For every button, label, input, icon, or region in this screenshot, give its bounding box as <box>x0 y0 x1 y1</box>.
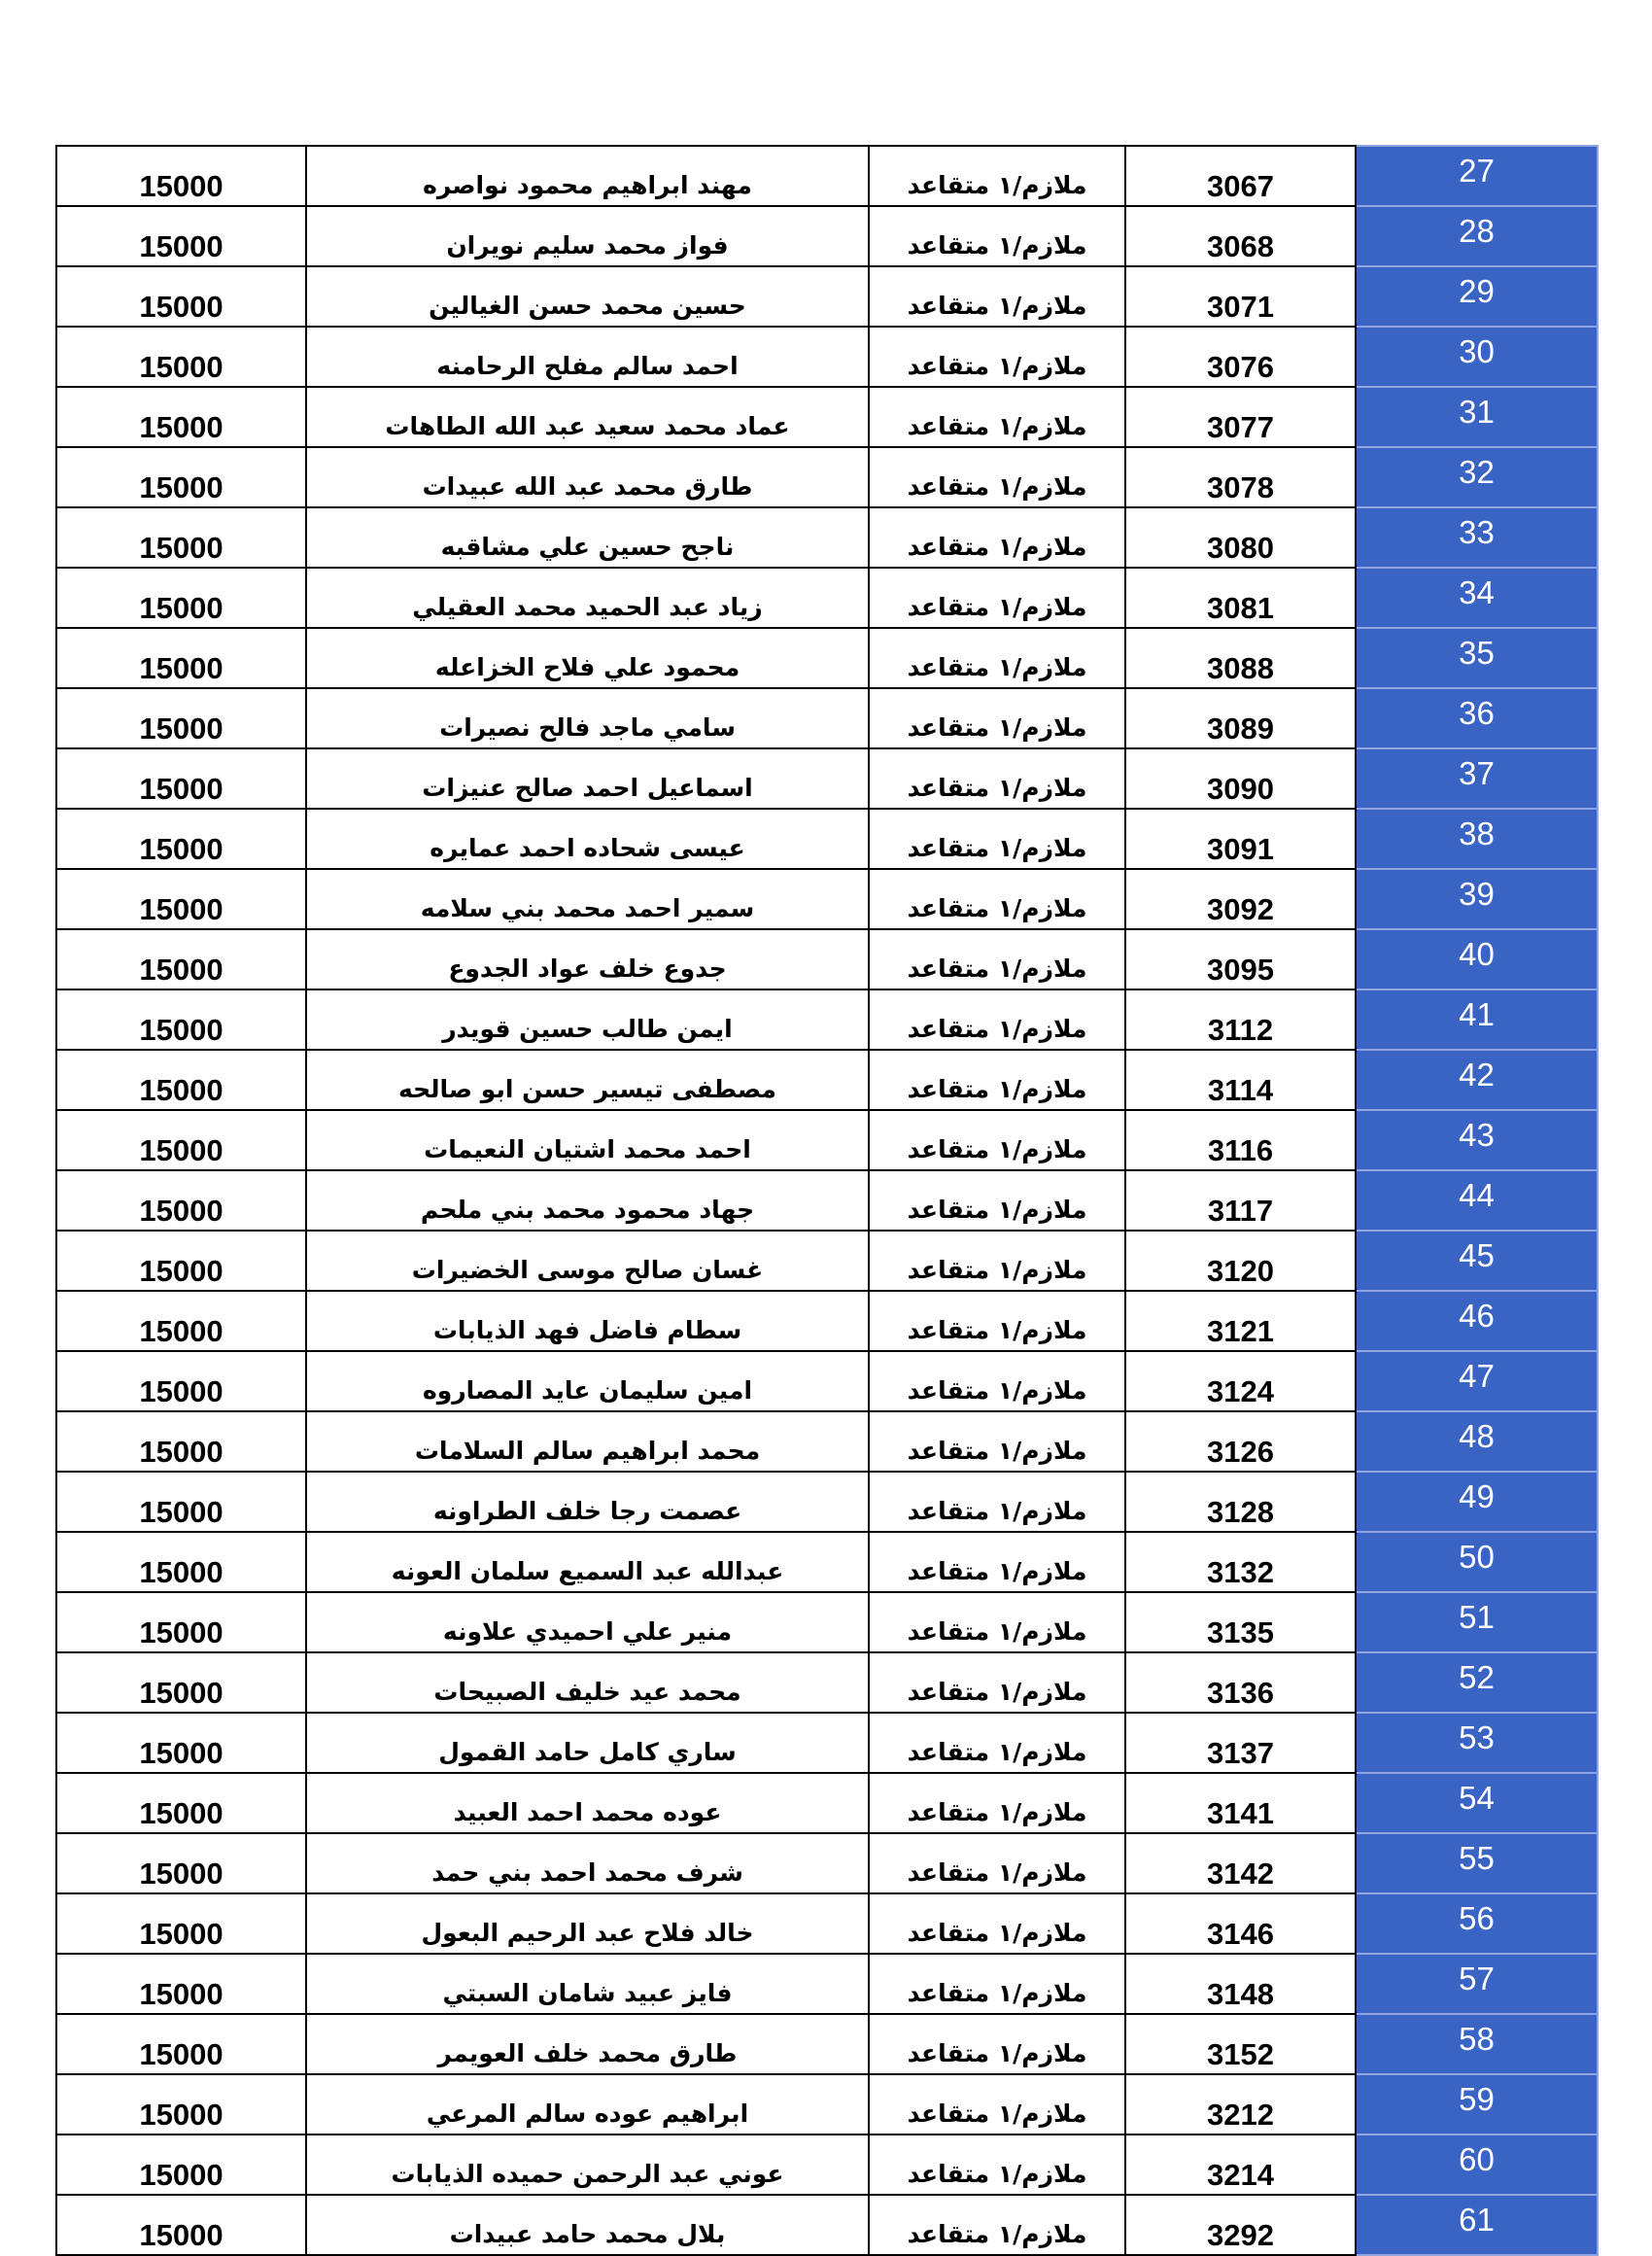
table-row <box>56 206 1598 266</box>
serial-number-cell: 46 <box>1356 1291 1598 1351</box>
amount-cell: 15000 <box>56 1170 306 1231</box>
rank-cell: ملازم/١ متقاعد <box>869 1110 1125 1170</box>
amount-cell: 15000 <box>56 2014 306 2074</box>
amount-cell: 15000 <box>56 1110 306 1170</box>
name-cell: ابراهيم عوده سالم المرعي <box>306 2074 869 2135</box>
id-number-cell: 3152 <box>1125 2014 1356 2074</box>
id-number-cell: 3142 <box>1125 1833 1356 1893</box>
amount-cell: 15000 <box>56 628 306 688</box>
id-number-cell: 3090 <box>1125 748 1356 809</box>
id-number-cell: 3091 <box>1125 809 1356 869</box>
name-cell: بلال محمد حامد عبيدات <box>306 2195 869 2255</box>
id-number-cell: 3148 <box>1125 1954 1356 2014</box>
serial-number-cell: 31 <box>1356 387 1598 447</box>
rank-cell: ملازم/١ متقاعد <box>869 2195 1125 2255</box>
table-row <box>56 2135 1598 2195</box>
table-row <box>56 628 1598 688</box>
name-cell: ساري كامل حامد القمول <box>306 1713 869 1773</box>
rank-cell: ملازم/١ متقاعد <box>869 2135 1125 2195</box>
serial-number-cell: 55 <box>1356 1833 1598 1893</box>
rank-cell: ملازم/١ متقاعد <box>869 327 1125 387</box>
serial-number-cell: 52 <box>1356 1652 1598 1713</box>
amount-cell: 15000 <box>56 1411 306 1472</box>
serial-number-cell: 36 <box>1356 688 1598 748</box>
table-row <box>56 989 1598 1050</box>
name-cell: عيسى شحاده احمد عمايره <box>306 809 869 869</box>
serial-number-cell: 56 <box>1356 1893 1598 1954</box>
rank-cell: ملازم/١ متقاعد <box>869 1231 1125 1291</box>
rank-cell: ملازم/١ متقاعد <box>869 387 1125 447</box>
rank-cell: ملازم/١ متقاعد <box>869 809 1125 869</box>
table-row <box>56 507 1598 568</box>
rank-cell: ملازم/١ متقاعد <box>869 447 1125 507</box>
name-cell: جدوع خلف عواد الجدوع <box>306 929 869 989</box>
id-number-cell: 3212 <box>1125 2074 1356 2135</box>
table-row <box>56 1954 1598 2014</box>
name-cell: مصطفى تيسير حسن ابو صالحه <box>306 1050 869 1110</box>
id-number-cell: 3067 <box>1125 146 1356 206</box>
id-number-cell: 3095 <box>1125 929 1356 989</box>
table-row <box>56 1532 1598 1592</box>
name-cell: فايز عبيد شامان السبتي <box>306 1954 869 2014</box>
amount-cell: 15000 <box>56 146 306 206</box>
id-number-cell: 3081 <box>1125 568 1356 628</box>
name-cell: محمد عيد خليف الصبيحات <box>306 1652 869 1713</box>
table-row <box>56 568 1598 628</box>
id-number-cell: 3071 <box>1125 266 1356 327</box>
name-cell: محمد ابراهيم سالم السلامات <box>306 1411 869 1472</box>
name-cell: سطام فاضل فهد الذيابات <box>306 1291 869 1351</box>
amount-cell: 15000 <box>56 1291 306 1351</box>
id-number-cell: 3121 <box>1125 1291 1356 1351</box>
amount-cell: 15000 <box>56 2135 306 2195</box>
amount-cell: 15000 <box>56 206 306 266</box>
amount-cell: 15000 <box>56 1773 306 1833</box>
id-number-cell: 3135 <box>1125 1592 1356 1652</box>
id-number-cell: 3292 <box>1125 2195 1356 2255</box>
serial-number-cell: 48 <box>1356 1411 1598 1472</box>
rank-cell: ملازم/١ متقاعد <box>869 2074 1125 2135</box>
serial-number-cell: 61 <box>1356 2195 1598 2255</box>
name-cell: احمد سالم مفلح الرحامنه <box>306 327 869 387</box>
table-row <box>56 688 1598 748</box>
id-number-cell: 3132 <box>1125 1532 1356 1592</box>
table-row <box>56 1110 1598 1170</box>
serial-number-cell: 58 <box>1356 2014 1598 2074</box>
table-row <box>56 1050 1598 1110</box>
name-cell: احمد محمد اشتيان النعيمات <box>306 1110 869 1170</box>
table-row <box>56 266 1598 327</box>
serial-number-cell: 41 <box>1356 989 1598 1050</box>
id-number-cell: 3124 <box>1125 1351 1356 1411</box>
name-cell: سمير احمد محمد بني سلامه <box>306 869 869 929</box>
serial-number-cell: 43 <box>1356 1110 1598 1170</box>
rank-cell: ملازم/١ متقاعد <box>869 1713 1125 1773</box>
serial-number-cell: 33 <box>1356 507 1598 568</box>
serial-number-cell: 35 <box>1356 628 1598 688</box>
table-row <box>56 748 1598 809</box>
rank-cell: ملازم/١ متقاعد <box>869 869 1125 929</box>
serial-number-cell: 53 <box>1356 1713 1598 1773</box>
serial-number-cell: 44 <box>1356 1170 1598 1231</box>
serial-number-cell: 30 <box>1356 327 1598 387</box>
serial-number-cell: 38 <box>1356 809 1598 869</box>
amount-cell: 15000 <box>56 688 306 748</box>
id-number-cell: 3146 <box>1125 1893 1356 1954</box>
rank-cell: ملازم/١ متقاعد <box>869 688 1125 748</box>
id-number-cell: 3116 <box>1125 1110 1356 1170</box>
name-cell: محمود علي فلاح الخزاعله <box>306 628 869 688</box>
rank-cell: ملازم/١ متقاعد <box>869 1652 1125 1713</box>
table-row <box>56 387 1598 447</box>
name-cell: حسين محمد حسن الغيالين <box>306 266 869 327</box>
name-cell: اسماعيل احمد صالح عنيزات <box>306 748 869 809</box>
name-cell: فواز محمد سليم نويران <box>306 206 869 266</box>
rank-cell: ملازم/١ متقاعد <box>869 1893 1125 1954</box>
name-cell: منير علي احميدي علاونه <box>306 1592 869 1652</box>
name-cell: عماد محمد سعيد عبد الله الطاهات <box>306 387 869 447</box>
table-row <box>56 447 1598 507</box>
payment-table <box>55 145 1599 2256</box>
serial-number-cell: 39 <box>1356 869 1598 929</box>
id-number-cell: 3112 <box>1125 989 1356 1050</box>
name-cell: مهند ابراهيم محمود نواصره <box>306 146 869 206</box>
rank-cell: ملازم/١ متقاعد <box>869 1472 1125 1532</box>
name-cell: غسان صالح موسى الخضيرات <box>306 1231 869 1291</box>
rank-cell: ملازم/١ متقاعد <box>869 628 1125 688</box>
amount-cell: 15000 <box>56 1592 306 1652</box>
table-row <box>56 1411 1598 1472</box>
id-number-cell: 3126 <box>1125 1411 1356 1472</box>
serial-number-cell: 40 <box>1356 929 1598 989</box>
amount-cell: 15000 <box>56 1532 306 1592</box>
id-number-cell: 3114 <box>1125 1050 1356 1110</box>
name-cell: جهاد محمود محمد بني ملحم <box>306 1170 869 1231</box>
rank-cell: ملازم/١ متقاعد <box>869 1954 1125 2014</box>
id-number-cell: 3076 <box>1125 327 1356 387</box>
serial-number-cell: 57 <box>1356 1954 1598 2014</box>
table-row <box>56 2195 1598 2255</box>
table-row <box>56 146 1598 206</box>
table-row <box>56 327 1598 387</box>
serial-number-cell: 29 <box>1356 266 1598 327</box>
amount-cell: 15000 <box>56 1833 306 1893</box>
name-cell: عبدالله عبد السميع سلمان العونه <box>306 1532 869 1592</box>
amount-cell: 15000 <box>56 2074 306 2135</box>
table-row <box>56 1833 1598 1893</box>
rank-cell: ملازم/١ متقاعد <box>869 1170 1125 1231</box>
amount-cell: 15000 <box>56 1652 306 1713</box>
amount-cell: 15000 <box>56 929 306 989</box>
serial-number-cell: 50 <box>1356 1532 1598 1592</box>
id-number-cell: 3141 <box>1125 1773 1356 1833</box>
amount-cell: 15000 <box>56 809 306 869</box>
name-cell: سامي ماجد فالح نصيرات <box>306 688 869 748</box>
id-number-cell: 3088 <box>1125 628 1356 688</box>
serial-number-cell: 32 <box>1356 447 1598 507</box>
amount-cell: 15000 <box>56 447 306 507</box>
name-cell: شرف محمد احمد بني حمد <box>306 1833 869 1893</box>
name-cell: امين سليمان عايد المصاروه <box>306 1351 869 1411</box>
rank-cell: ملازم/١ متقاعد <box>869 1411 1125 1472</box>
serial-number-cell: 27 <box>1356 146 1598 206</box>
id-number-cell: 3137 <box>1125 1713 1356 1773</box>
rank-cell: ملازم/١ متقاعد <box>869 929 1125 989</box>
id-number-cell: 3089 <box>1125 688 1356 748</box>
table-row <box>56 1170 1598 1231</box>
amount-cell: 15000 <box>56 1351 306 1411</box>
amount-cell: 15000 <box>56 507 306 568</box>
id-number-cell: 3120 <box>1125 1231 1356 1291</box>
rank-cell: ملازم/١ متقاعد <box>869 1050 1125 1110</box>
amount-cell: 15000 <box>56 1472 306 1532</box>
amount-cell: 15000 <box>56 387 306 447</box>
rank-cell: ملازم/١ متقاعد <box>869 507 1125 568</box>
id-number-cell: 3136 <box>1125 1652 1356 1713</box>
table-row <box>56 1773 1598 1833</box>
rank-cell: ملازم/١ متقاعد <box>869 568 1125 628</box>
name-cell: طارق محمد خلف العويمر <box>306 2014 869 2074</box>
amount-cell: 15000 <box>56 1231 306 1291</box>
serial-number-cell: 47 <box>1356 1351 1598 1411</box>
serial-number-cell: 37 <box>1356 748 1598 809</box>
rank-cell: ملازم/١ متقاعد <box>869 1773 1125 1833</box>
name-cell: طارق محمد عبد الله عبيدات <box>306 447 869 507</box>
serial-number-cell: 51 <box>1356 1592 1598 1652</box>
rank-cell: ملازم/١ متقاعد <box>869 1532 1125 1592</box>
name-cell: زياد عبد الحميد محمد العقيلي <box>306 568 869 628</box>
id-number-cell: 3078 <box>1125 447 1356 507</box>
table-row <box>56 1231 1598 1291</box>
table-body <box>56 146 1598 2255</box>
table-row <box>56 869 1598 929</box>
name-cell: خالد فلاح عبد الرحيم البعول <box>306 1893 869 1954</box>
serial-number-cell: 28 <box>1356 206 1598 266</box>
serial-number-cell: 34 <box>1356 568 1598 628</box>
id-number-cell: 3080 <box>1125 507 1356 568</box>
amount-cell: 15000 <box>56 869 306 929</box>
name-cell: عوده محمد احمد العبيد <box>306 1773 869 1833</box>
serial-number-cell: 59 <box>1356 2074 1598 2135</box>
serial-number-cell: 49 <box>1356 1472 1598 1532</box>
id-number-cell: 3077 <box>1125 387 1356 447</box>
id-number-cell: 3068 <box>1125 206 1356 266</box>
amount-cell: 15000 <box>56 1893 306 1954</box>
rank-cell: ملازم/١ متقاعد <box>869 1833 1125 1893</box>
amount-cell: 15000 <box>56 327 306 387</box>
name-cell: ايمن طالب حسين قويدر <box>306 989 869 1050</box>
rank-cell: ملازم/١ متقاعد <box>869 146 1125 206</box>
table-row <box>56 1652 1598 1713</box>
rank-cell: ملازم/١ متقاعد <box>869 1351 1125 1411</box>
name-cell: عصمت رجا خلف الطراونه <box>306 1472 869 1532</box>
id-number-cell: 3092 <box>1125 869 1356 929</box>
amount-cell: 15000 <box>56 748 306 809</box>
table-row <box>56 1472 1598 1532</box>
table-row <box>56 929 1598 989</box>
serial-number-cell: 54 <box>1356 1773 1598 1833</box>
table-row <box>56 1893 1598 1954</box>
rank-cell: ملازم/١ متقاعد <box>869 1291 1125 1351</box>
table-row <box>56 1592 1598 1652</box>
id-number-cell: 3117 <box>1125 1170 1356 1231</box>
rank-cell: ملازم/١ متقاعد <box>869 2014 1125 2074</box>
amount-cell: 15000 <box>56 1050 306 1110</box>
table-row <box>56 1291 1598 1351</box>
rank-cell: ملازم/١ متقاعد <box>869 748 1125 809</box>
amount-cell: 15000 <box>56 1713 306 1773</box>
serial-number-cell: 60 <box>1356 2135 1598 2195</box>
amount-cell: 15000 <box>56 266 306 327</box>
serial-number-cell: 42 <box>1356 1050 1598 1110</box>
rank-cell: ملازم/١ متقاعد <box>869 1592 1125 1652</box>
amount-cell: 15000 <box>56 2195 306 2255</box>
table-row <box>56 809 1598 869</box>
table-row <box>56 2074 1598 2135</box>
id-number-cell: 3214 <box>1125 2135 1356 2195</box>
rank-cell: ملازم/١ متقاعد <box>869 989 1125 1050</box>
rank-cell: ملازم/١ متقاعد <box>869 206 1125 266</box>
table-row <box>56 1351 1598 1411</box>
amount-cell: 15000 <box>56 989 306 1050</box>
amount-cell: 15000 <box>56 568 306 628</box>
id-number-cell: 3128 <box>1125 1472 1356 1532</box>
rank-cell: ملازم/١ متقاعد <box>869 266 1125 327</box>
name-cell: ناجح حسين علي مشاقبه <box>306 507 869 568</box>
serial-number-cell: 45 <box>1356 1231 1598 1291</box>
amount-cell: 15000 <box>56 1954 306 2014</box>
name-cell: عوني عبد الرحمن حميده الذيابات <box>306 2135 869 2195</box>
table-row <box>56 1713 1598 1773</box>
table-row <box>56 2014 1598 2074</box>
